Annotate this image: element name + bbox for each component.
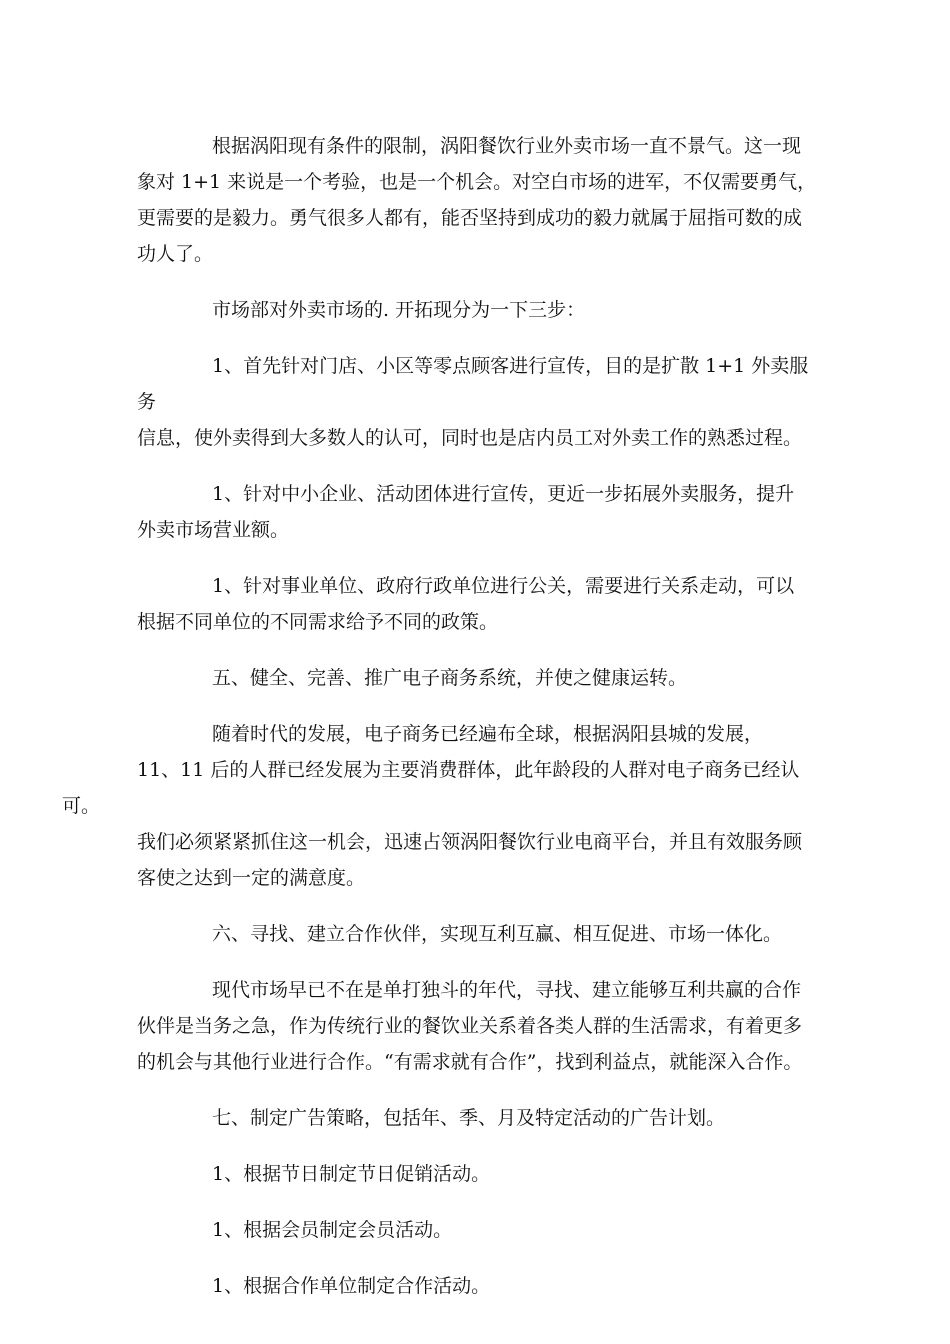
text-line: 客使之达到一定的满意度。 [137, 867, 366, 889]
text-line: 五、健全、完善、推广电子商务系统，并使之健康运转。 [212, 667, 688, 689]
paragraph-partners [137, 972, 827, 1080]
section-heading-ecommerce [137, 660, 827, 696]
list-item-partner [137, 1268, 827, 1304]
text-line: 现代市场早已不在是单打独斗的年代，寻找、建立能够互利共赢的合作 [212, 979, 802, 1001]
text-line: 1、针对事业单位、政府行政单位进行公关，需要进行关系走动，可以 [212, 575, 795, 597]
text-line: 1、根据节日制定节日促销活动。 [212, 1163, 491, 1185]
paragraph-step-enterprises [137, 476, 827, 548]
paragraph-market-condition [137, 128, 827, 272]
text-line: 六、寻找、建立合作伙伴，实现互利互赢、相互促进、市场一体化。 [212, 923, 783, 945]
list-item-holiday [137, 1156, 827, 1192]
paragraph-three-steps-intro [137, 292, 827, 328]
paragraph-step-government [137, 568, 827, 640]
text-line: 我们必须紧紧抓住这一机会，迅速占领涡阳餐饮行业电商平台，并且有效服务顾 [137, 831, 803, 853]
text-line: 功人了。 [137, 243, 214, 265]
text-line: 11、11 后的人群已经发展为主要消费群体，此年龄段的人群对电子商务已经认可。 [62, 759, 800, 817]
paragraph-ecommerce [62, 716, 827, 896]
document-body [62, 128, 827, 1324]
paragraph-step-stores [137, 348, 827, 456]
text-line: 根据不同单位的不同需求给予不同的政策。 [137, 611, 499, 633]
text-line: 根据涡阳现有条件的限制，涡阳餐饮行业外卖市场一直不景气。这一现 [212, 135, 802, 157]
section-heading-advertising [137, 1100, 827, 1136]
text-line: 随着时代的发展，电子商务已经遍布全球，根据涡阳县城的发展， [212, 723, 764, 745]
text-line: 1、首先针对门店、小区等零点顾客进行宣传，目的是扩散 1+1 外卖服务 [137, 355, 809, 413]
list-item-member [137, 1212, 827, 1248]
text-line: 七、制定广告策略，包括年、季、月及特定活动的广告计划。 [212, 1107, 726, 1129]
text-line: 更需要的是毅力。勇气很多人都有，能否坚持到成功的毅力就属于屈指可数的成 [137, 207, 803, 229]
text-line: 信息，使外卖得到大多数人的认可，同时也是店内员工对外卖工作的熟悉过程。 [137, 427, 803, 449]
text-line: 的机会与其他行业进行合作。“有需求就有合作”，找到利益点，就能深入合作。 [137, 1051, 803, 1073]
text-line: 伙伴是当务之急，作为传统行业的餐饮业关系着各类人群的生活需求，有着更多 [137, 1015, 803, 1037]
section-heading-partners [137, 916, 827, 952]
text-line: 市场部对外卖市场的. 开拓现分为一下三步： [212, 299, 586, 321]
text-line: 1、根据会员制定会员活动。 [212, 1219, 453, 1241]
text-line: 象对 1+1 来说是一个考验，也是一个机会。对空白市场的进军，不仅需要勇气， [137, 171, 817, 193]
text-line: 1、根据合作单位制定合作活动。 [212, 1275, 491, 1297]
text-line: 1、针对中小企业、活动团体进行宣传，更近一步拓展外卖服务，提升 [212, 483, 795, 505]
text-line: 外卖市场营业额。 [137, 519, 290, 541]
